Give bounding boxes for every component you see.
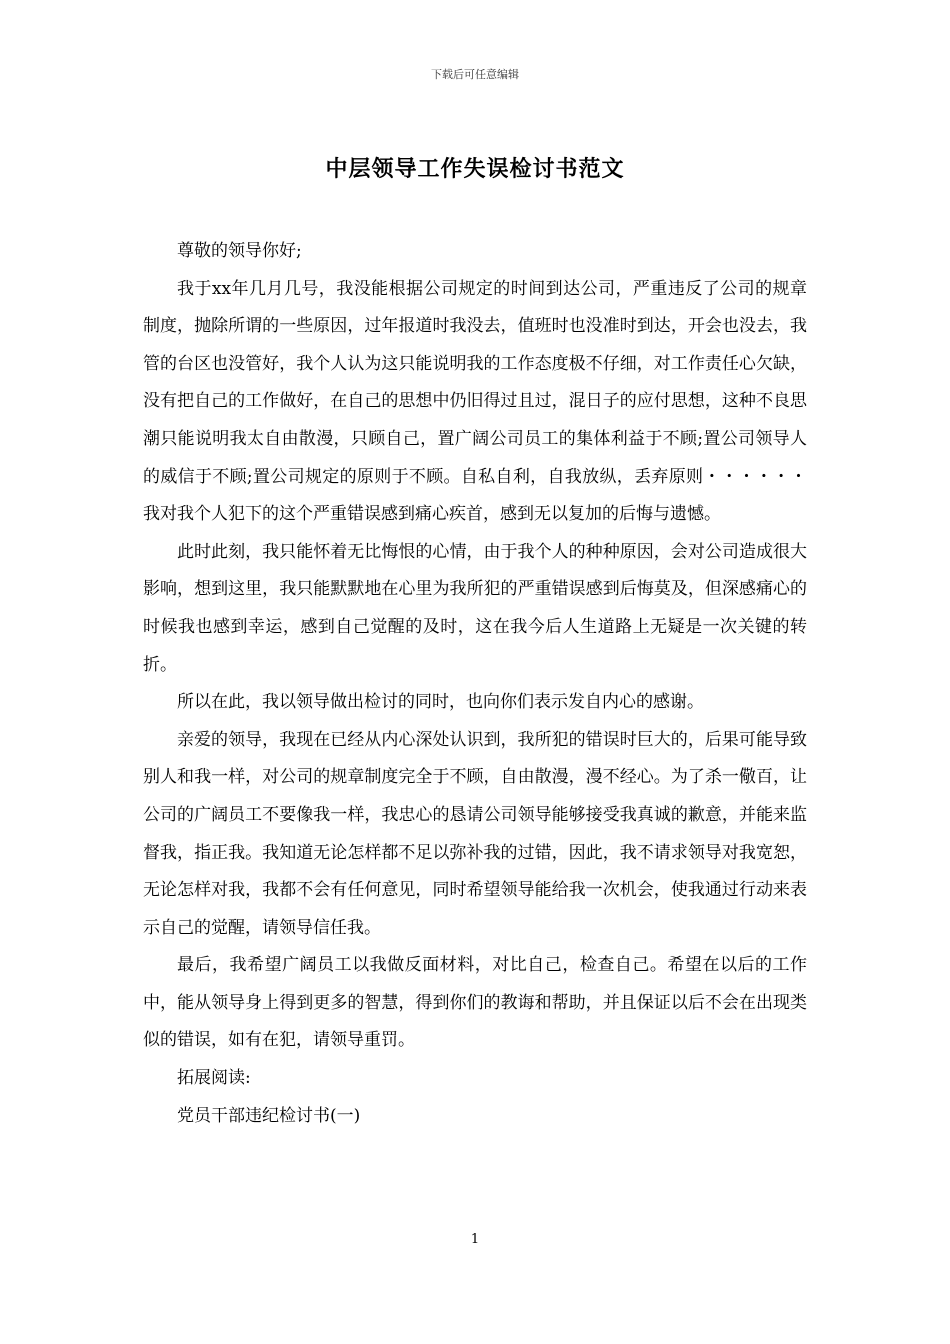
paragraph: 此时此刻，我只能怀着无比悔恨的心情，由于我个人的种种原因，会对公司造成很大影响，想到这里，我只能默默地在心里为我所犯的严重错误感到后悔莫及，但深感痛心的时候我也感到幸运，感到自己觉醒的及时，这在我今后人生道路上无疑是一次关键的转折。 [143, 541, 807, 675]
paragraph: 所以在此，我以领导做出检讨的同时，也向你们表示发自内心的感谢。 [177, 692, 704, 713]
page-number: 1 [470, 1232, 480, 1247]
document-body [143, 233, 807, 1135]
paragraph: 我于xx年几月几号，我没能根据公司规定的时间到达公司，严重违反了公司的规章制度，抛除所谓的一些原因，过年报道时我没去，值班时也没准时到达，开会也没去，我管的台区也没管好，我个人认为这只能说明我的工作态度极不仔细，对工作责任心欠缺，没有把自己的工作做好，在自己的思想中仍旧得过且过，混日子的应付思想，这种不良思潮只能说明我太自由散漫，只顾自己，置广阔公司员工的集体利益于不顾;置公司领导人的威信于不顾;置公司规定的原则于不顾。自私自利，自我放纵，丢弃原则・・・・・・我对我个人犯下的这个严重错误感到痛心疾首，感到无以复加的后悔与遗憾。 [143, 278, 807, 525]
paragraph: 亲爱的领导，我现在已经从内心深处认识到，我所犯的错误时巨大的，后果可能导致别人和我一样，对公司的规章制度完全于不顾，自由散漫，漫不经心。为了杀一儆百，让公司的广阔员工不要像我一样，我忠心的恳请公司领导能够接受我真诚的歉意，并能来监督我，指正我。我知道无论怎样都不足以弥补我的过错，因此，我不请求领导对我宽恕，无论怎样对我，我都不会有任何意见，同时希望领导能给我一次机会，使我通过行动来表示自己的觉醒，请领导信任我。 [143, 729, 807, 938]
extended-reading-item: 党员干部违纪检讨书(一) [177, 1105, 361, 1126]
extended-reading-label: 拓展阅读: [177, 1068, 251, 1089]
document-title: 中层领导工作失误检讨书范文 [325, 156, 625, 182]
page-header-note: 下载后可任意编辑 [431, 68, 519, 81]
paragraph: 最后，我希望广阔员工以我做反面材料，对比自己，检查自己。希望在以后的工作中，能从领导身上得到更多的智慧，得到你们的教诲和帮助，并且保证以后不会在出现类似的错误，如有在犯，请领导重罚。 [143, 955, 807, 1051]
salutation: 尊敬的领导你好; [177, 241, 302, 261]
